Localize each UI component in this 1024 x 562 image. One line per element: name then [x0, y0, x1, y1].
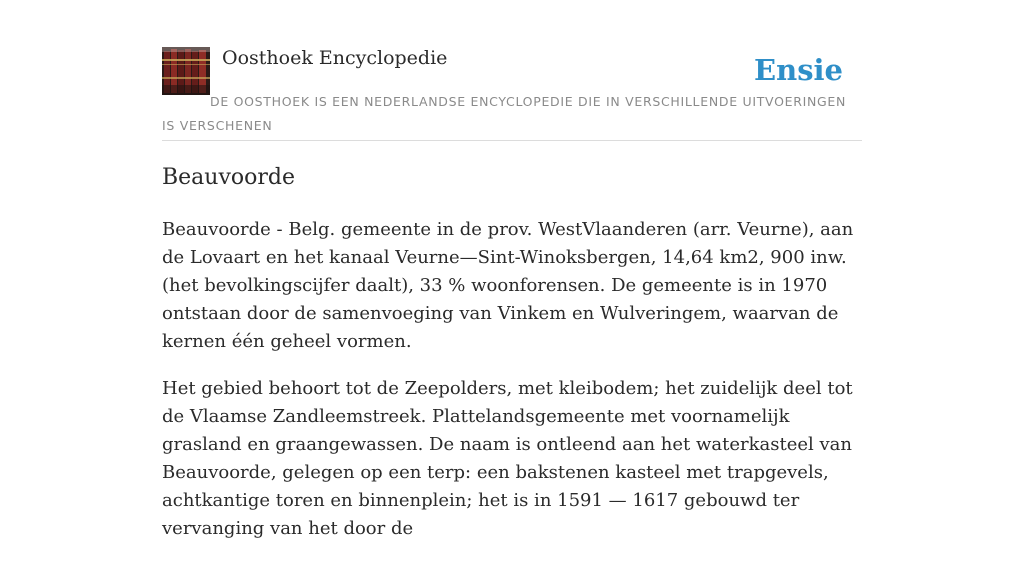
- site-header: [162, 46, 862, 141]
- article-paragraph: Beauvoorde - Belg. gemeente in de prov. WestVlaanderen (arr. Veurne), aan de Lovaart en het kanaal Veurne—Sint-Winoksbergen, 14,64 km2, 900 inw. (het bevolkingscijfer daalt), 33 % woonforensen. De gemeente is in 1970 ontstaan door de samenvoeging van Vinkem en Wulveringem, waarvan de kernen één geheel vormen.: [162, 219, 854, 352]
- brand-logo[interactable]: Ensie: [754, 53, 843, 87]
- book-spines-icon: [162, 47, 210, 95]
- page-title: Beauvoorde: [162, 165, 296, 190]
- site-name[interactable]: Oosthoek Encyclopedie: [222, 47, 448, 69]
- site-tagline: DE OOSTHOEK IS EEN NEDERLANDSE ENCYCLOPEDIE DIE IN VERSCHILLENDE UITVOERINGEN IS VERSCHENEN: [162, 94, 847, 133]
- article-body: [162, 216, 862, 562]
- avatar[interactable]: [162, 47, 210, 95]
- article-paragraph: Het gebied behoort tot de Zeepolders, met kleibodem; het zuidelijk deel tot de Vlaamse Zandleemstreek. Plattelandsgemeente met voornamelijk grasland en graangewassen. De naam is ontleend aan het waterkasteel van Beauvoorde, gelegen op een terp: een bakstenen kasteel met trapgevels, achtkantige toren en binnenplein; het is in 1591 — 1617 gebouwd ter vervanging van het door de: [162, 378, 853, 539]
